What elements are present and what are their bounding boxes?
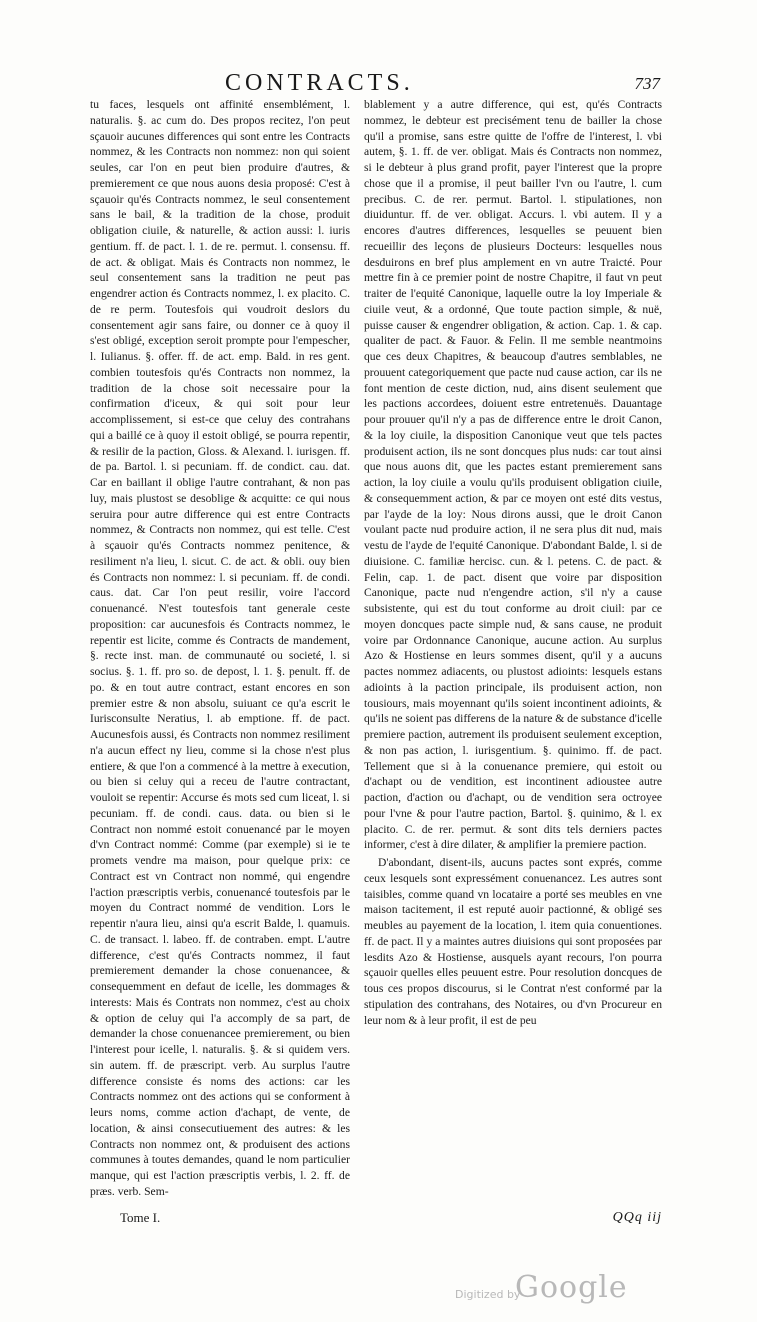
page-number: 737 [634,74,660,93]
running-title: CONTRACTS. [225,70,414,96]
digitized-watermark [455,1270,655,1310]
left-paragraph-1: tu faces, lesquels ont affinité ensemblément, l. naturalis. §. ac cum do. Des propos recitez, l'on peut sçauoir aucunes differences qui sont entre les Contracts nommez, & les Contracts non nommez: non qui soient seules, car l'on en peut bien produire d'autres, & premierement ce que nous auons desia proposé: C'est à sçauoir qu'és Contracts nommez, le seul consentement sans le bail, & la tradition de la chose, produit obligation ciuile, & naturelle, & action aussi: l. iuris gentium. ff. de pact. l. 1. de re. permut. l. consensu. ff. de act. & obligat. Mais és Contracts non nommez, le seul consentement sans la tradition ne peut pas engendrer action és Contracts nommez, l. ex placito. C. de re perm. Toutesfois qui voudroit deslors du consentement agir sans faire, ou donner ce à quoy il s'est obligé, exception seroit prompte pour l'empescher, l. Iulianus. §. offer. ff. de act. emp. Bald. in res gent. combien toutesfois qu'és Contracts non nommez, la tradition de la chose soit necessaire pour la confirmation d'iceux, & qui soit pour leur accomplissement, si est-ce que celuy des contrahans qui a baillé ce à quoy il estoit obligé, se pourra repentir, & resilir de la paction, Gloss. & Alexand. l. iurisgen. ff. de pa. Bartol. l. si pecuniam. ff. de condict. cau. dat. Car en baillant il oblige l'autre contrahant, & non pas luy, mais plustost se desoblige & acquitte: ce qui nous seruira pour autre difference qui est entre Contracts nommez, & Contracts non nommez, qui est telle. C'est à sçauoir qu'és Contracts nommez penitence, & resiliment n'a lieu, l. sicut. C. de act. & obli. ouy bien és Contracts non nommez: l. si pecuniam. ff. de condi. caus. dat. Car l'on peut resilir, voire l'accord conuenancé. N'est toutesfois tant generale ceste proposition: car aucunesfois és Contracts nommez, le repentir est licite, comme és Contracts de mandement, §. recte inst. man. de communauté ou societé, l. si socius. §. 1. ff. pro so. de depost, l. 1. §. penult. ff. de po. & en tout autre contract, estant encores en son premier estre & non absolu, suiuant ce qu'a escrit le Iurisconsulte Neratius, l. ab emptione. ff. de pact. Aucunesfois aussi, és Contracts non nommez resiliment n'a aucun effect ny lieu, comme si la chose n'est plus entiere, & que l'on a commencé à la mettre à execution, ou bien si celuy qui a receu de l'autre contractant, vouloit se repentir: Accurse és mots sed cum liceat, l. si pecuniam. ff. de condi. caus. data. ou bien si le Contract non nommé estoit conuenancé par le moyen d'vn Contract nommé: Comme (par exemple) si ie te promets vendre ma maison, pour quelque prix: ce Contract est vn Contract non nommé, qui engendre l'action præscriptis verbis, conuenancé toutesfois par le moyen du Contract nommé de vendition. Lors le repentir n'aura lieu, ainsi qu'a escrit Balde, l. quamuis. C. de transact. l. labeo. ff. de contraben. empt. L'autre difference, c'est qu'és Contracts nommez, il faut premierement demander la chose conuenancee, & consequemment en defaut de icelle, les dommages & interests: Mais és Contrats non nommez, c'est au choix & option de celuy qui l'a accomply de sa part, de demander la chose conuenancee premierement, ou bien l'interest pour icelle, l. naturalis. §. & si quidem vers. sin autem. ff. de præscript. verb. Au surplus l'autre difference consiste és noms des actions: car les Contracts nommez ont des actions qui se conforment à leurs noms, comme action d'achapt, de vente, de location, & ainsi consecutiuement des autres: & les Contracts non nommez ont, & produisent des actions communes à toutes demandes, quand le nom particulier manque, qui est l'action præscriptis verbis, l. 2. ff. de præs. verb. Sem- [90,98,350,1198]
page-header [90,70,660,100]
digitized-by-label: Digitized by [455,1288,521,1301]
right-paragraph-2: D'abondant, disent-ils, aucuns pactes sont exprés, comme ceux lesquels sont expressément conuenancez. Les autres sont taisibles, comme quand vn locataire a porté ses meubles en vne maison tacitement, il est reputé auoir pactionné, & obligé ses meubles au payement de la location, l. item quia conuentiones. ff. de pact. Il y a maintes autres diuisions qui sont proposées par lesdits Azo & Hostiense, ausquels ayant recours, l'on pourra sçauoir quelles elles peuuent estre. Pour resolution doncques de tous ces propos discourus, si le Contrat n'est conformé par la stipulation des contrahans, des Notaires, ou d'vn Procureur en leur nom & à leur profit, il est de peu [364,856,662,1027]
right-paragraph-1: blablement y a autre difference, qui est, qu'és Contracts nommez, le debteur est precisément tenu de bailler la chose qu'il a promise, sans estre quitte de l'offre de l'interest, l. vbi autem, §. 1. ff. de ver. obligat. Mais és Contracts non nommez, si le debteur à plus grand profit, payer l'interest que la propre chose que il a promise, il peut bailler l'vn ou l'autre, l. cum precibus. C. de rer. permut. Bartol. l. stipulationes, non diuiduntur. ff. de ver. obligat. Accurs. l. vbi autem. Il y a encores d'autres differences, lesquelles se peuuent bien recueillir des leçons de plusieurs Docteurs: lesquelles nous desduirons en bref plus amplement en vn autre Traicté. Pour mettre fin à ce premier point de nostre Chapitre, il faut vn peut traiter de l'equité Canonique, laquelle outre la loy Imperiale & ciuile veut, & a ordonné, Que toute paction simple, & nuë, puisse causer & engendrer obligation, & action. Cap. 1. & cap. qualiter de pact. & Fauor. & Felin. Il me semble neantmoins que ces deux Chapitres, & beaucoup d'autres semblables, ne prouuent categoriquement que pacte nud cause action, car ils ne font mention de ceste diction, nud, ains disent seulement que les pactions accordees, doiuent estre entretenuës. Dauantage pour prouuer qu'il n'y a pas de difference entre le droit Canon, & la loy ciuile, la disposition Canonique veut que tels pactes produisent action, ils ne sont doncques plus nuds: car tout ainsi que nous auons dit, que les pactes estant premierement sans action, la loy ciuile a voulu qu'ils produisent obligation ciuile, & consequemment action, & par ce moyen ont esté dits vestus, par l'ayde de la loy: Nous dirons aussi, que le droit Canon voulant pacte nud produire action, il ne sera plus dit nud, mais vestu de l'ayde de l'equité Canonique. D'abondant Balde, l. si de diuisione. C. familiæ hercisc. cun. & l. petens. C. de pact. & Felin, cap. 1. de pact. disent que voire par disposition Canonique, pacte nud n'engendre action, s'il n'y a cause subsistente, qui est du tout conforme au droit ciuil: par ce moyen doncques pacte simple nud, & sans cause, ne produit voire par Ordonnance Canonique, aucune action. Au surplus Azo & Hostiense en leurs sommes disent, qu'il y a aucuns pactes nommez adiacents, ou plustost adioints: lesquels estans adioints à la paction principale, ils produisent action, non tousiours, mais moyennant qu'ils soient incontinent adioints, & qu'ils ne soient pas differens de la nature & de substance d'icelle premiere paction, autrement ils produisent seulement exception, & non pas action, l. iurisgentium. §. quinimo. ff. de pact. Tellement que si à la conuenance premiere, qui estoit ou d'achapt ou de vendition, est incontinent adioustee autre paction, d'action ou d'achapt, ou de vendition sera octroyee pour l'vne & pour l'autre paction, Bartol. §. quinimo, & l. ex placito. C. de rer. permut. & sont dits tels derniers pactes informer, c'est à dire dilater, & amplifier la premiere paction. [364,98,662,852]
left-column [90,97,350,1200]
right-column [364,97,662,1028]
signature-mark: QQq iij [612,1210,662,1225]
volume-label: Tome I. [120,1210,161,1225]
page-footer [90,1210,662,1232]
google-logo: Google [515,1270,628,1305]
